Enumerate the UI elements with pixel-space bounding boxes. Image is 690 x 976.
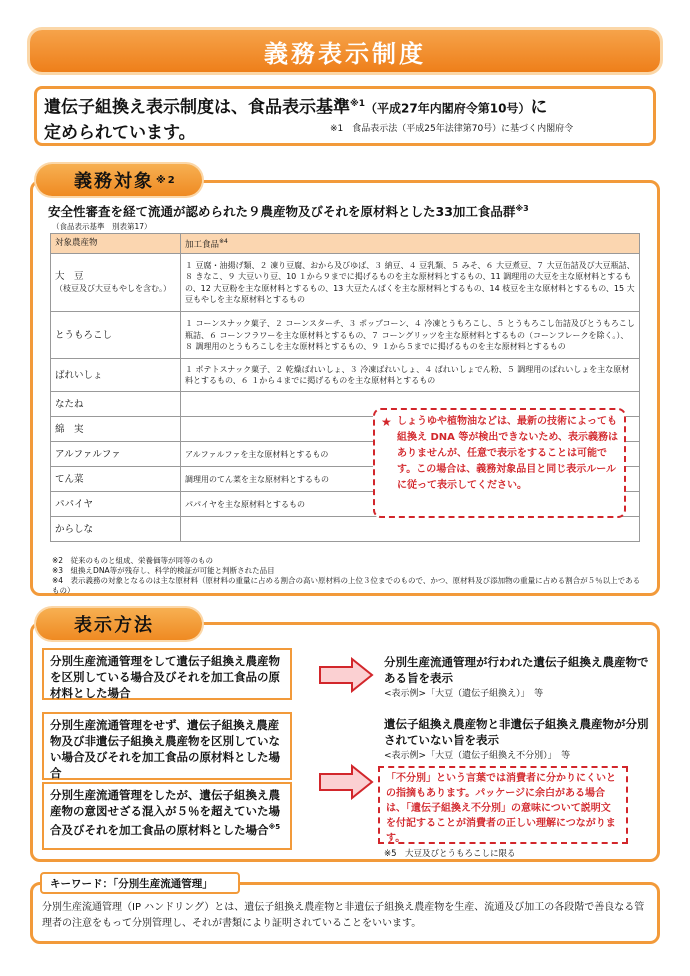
result-not-segregated-text: 遺伝子組換え農産物と非遺伝子組換え農産物が分別されていない旨を表示 (384, 717, 649, 747)
obligation-heading-text: 安全性審査を経て流通が認められた９農産物及びそれを原材料とした33加工食品群 (48, 204, 516, 219)
processed-cell: １ ポテトスナック菓子、２ 乾燥ばれいしょ、３ 冷凍ばれいしょ、４ ばれいしょでん粉、５ 調理用のばれいしょを主な原材料とするもの、６ １から４までに掲げるものを主な原材料とするもの (181, 359, 640, 392)
crop-cell: アルファルファ (51, 442, 181, 467)
arrow-right-icon (318, 657, 374, 693)
keyword-label: キーワード：「分別生産流通管理」 (40, 872, 240, 894)
obligation-heading-sup: ※3 (515, 203, 529, 213)
processed-cell (181, 517, 640, 542)
processed-cell: アルファルファを主な原材料とするもの (181, 442, 640, 467)
col-header-processed-text: 加工食品 (185, 239, 220, 250)
crop-name: 大 豆 (55, 271, 84, 283)
star-icon: ★ (381, 415, 392, 429)
footnote-5: ※5 大豆及びとうもろこしに限る (384, 849, 516, 859)
result-segregated-example: <表示例>「大豆（遺伝子組換え）」 等 (384, 689, 544, 699)
table-header-row (51, 234, 640, 254)
section-method-tab: 表示方法 (36, 608, 202, 640)
case-over-five-percent-text: 分別生産流通管理をしたが、遺伝子組換え農産物の意図せざる混入が５％を超えていた場合及びそれを加工食品の原材料とした場合 (50, 788, 280, 837)
crop-cell: てん菜 (51, 467, 181, 492)
table-row (51, 254, 640, 312)
section-obligation-tab (36, 164, 202, 196)
obligation-footnotes (52, 556, 642, 596)
crop-sub: （枝豆及び大豆もやしを含む。） (55, 283, 171, 293)
section-obligation-title: 義務対象 (74, 171, 154, 192)
case-over-five-percent-box (42, 782, 292, 850)
table-row (51, 312, 640, 359)
processed-cell: パパイヤを主な原材料とするもの (181, 492, 640, 517)
footnote-2: ※2 従来のものと組成、栄養価等が同等のもの (52, 556, 214, 565)
arrow-right-icon (318, 764, 374, 800)
soy-sauce-note-text: しょうゆや植物油などは、最新の技術によっても組換え DNA 等が検出できないため、表示義務はありませんが、任意で表示をすることは可能です。この場合は、義務対象品目と同じ表示ルールに従って表示してください。 (397, 416, 618, 491)
obligation-heading (48, 202, 658, 220)
col-header-crop: 対象農産物 (51, 234, 181, 254)
intro-text-b: に (530, 97, 548, 118)
intro-sup: ※1 (350, 99, 366, 109)
footnote-4: ※4 表示義務の対象となるのは主な原材料（原材料の重量に占める割合の高い原材料の上位３位までのもので、かつ、原材料及び添加物の重量に占める割合が５％以上であるもの） (52, 576, 641, 595)
page-title: 義務表示制度 (30, 30, 660, 72)
intro-footnote: ※1 食品表示法（平成25年法律第70号）に基づく内閣府令 (330, 124, 574, 134)
crop-cell: ばれいしょ (51, 359, 181, 392)
case-segregated-box: 分別生産流通管理をして遺伝子組換え農産物を区別している場合及びそれを加工食品の原材料とした場合 (42, 648, 292, 700)
table-row (51, 517, 640, 542)
col-header-processed-sup: ※4 (219, 238, 228, 245)
table-row (51, 359, 640, 392)
intro-paren: （平成27年内閣府令第10号） (365, 101, 531, 116)
keyword-definition: 分別生産流通管理（IP ハンドリング）とは、遺伝子組換え農産物と非遺伝子組換え農産物を生産、流通及び加工の各段階で善良なる管理者の注意をもって分別管理し、それが書類により証明されていることをいいます。 (42, 902, 645, 929)
processed-cell: １ 豆腐・油揚げ類、２ 凍り豆腐、おから及びゆば、３ 納豆、４ 豆乳類、５ みそ、６ 大豆煮豆、７ 大豆缶詰及び大豆瓶詰、８ きなこ、９ 大豆いり豆、10 １から９までに掲げるものを主な原材料とするもの、11 調理用の大豆を主な原材料とするもの、12 大豆粉を主な原材料とするもの、13 大豆たんぱくを主な原材料とするもの、14 枝豆を主な原材料とするもの、15 大豆もやしを主な原材料とするもの (181, 254, 640, 312)
case-over-five-percent-sup: ※5 (268, 823, 281, 831)
result-not-segregated-example: <表示例>「大豆（遺伝子組換え不分別）」 等 (384, 751, 571, 761)
unsegregated-warning: 「不分別」という言葉では消費者に分かりにくいとの指摘もあります。パッケージに余白がある場合は、「遺伝子組換え不分別」の意味について説明文を付記することが消費者の正しい理解につながります。 (378, 766, 628, 844)
soy-sauce-note (373, 408, 626, 518)
crop-cell (51, 254, 181, 312)
crop-cell: パパイヤ (51, 492, 181, 517)
processed-cell: 調理用のてん菜を主な原材料とするもの (181, 467, 640, 492)
section-obligation-sup: ※2 (156, 174, 177, 186)
result-not-segregated (384, 716, 654, 764)
col-header-processed (181, 234, 640, 254)
intro-text-line2: 定められています。 (44, 122, 196, 143)
crop-cell: なたね (51, 392, 181, 417)
crop-cell: とうもろこし (51, 312, 181, 359)
case-not-segregated-box: 分別生産流通管理をせず、遺伝子組換え農産物及び非遺伝子組換え農産物を区別していない場合及びそれを加工食品の原材料とした場合 (42, 712, 292, 780)
processed-cell: １ コーンスナック菓子、２ コーンスターチ、３ ポップコーン、４ 冷凍とうもろこし、５ とうもろこし缶詰及びとうもろこし瓶詰、６ コーンフラワーを主な原材料とするもの、７ コーングリッツを主な原材料とするもの（コーンフレークを除く。）、８ 調理用のとうもろこしを主な原材料とするもの、９ １から５までに掲げるものを主な原材料とするもの (181, 312, 640, 359)
result-segregated (384, 654, 654, 702)
crop-cell: からしな (51, 517, 181, 542)
result-segregated-text: 分別生産流通管理が行われた遺伝子組換え農産物である旨を表示 (384, 655, 649, 685)
crop-cell: 綿 実 (51, 417, 181, 442)
intro-statement (44, 92, 652, 145)
intro-text-a: 遺伝子組換え表示制度は、食品表示基準 (44, 97, 350, 118)
footnote-3: ※3 組換えDNA等が残存し、科学的検証が可能と判断された品目 (52, 566, 275, 575)
table-source: （食品表示基準 別表第17） (52, 222, 152, 231)
